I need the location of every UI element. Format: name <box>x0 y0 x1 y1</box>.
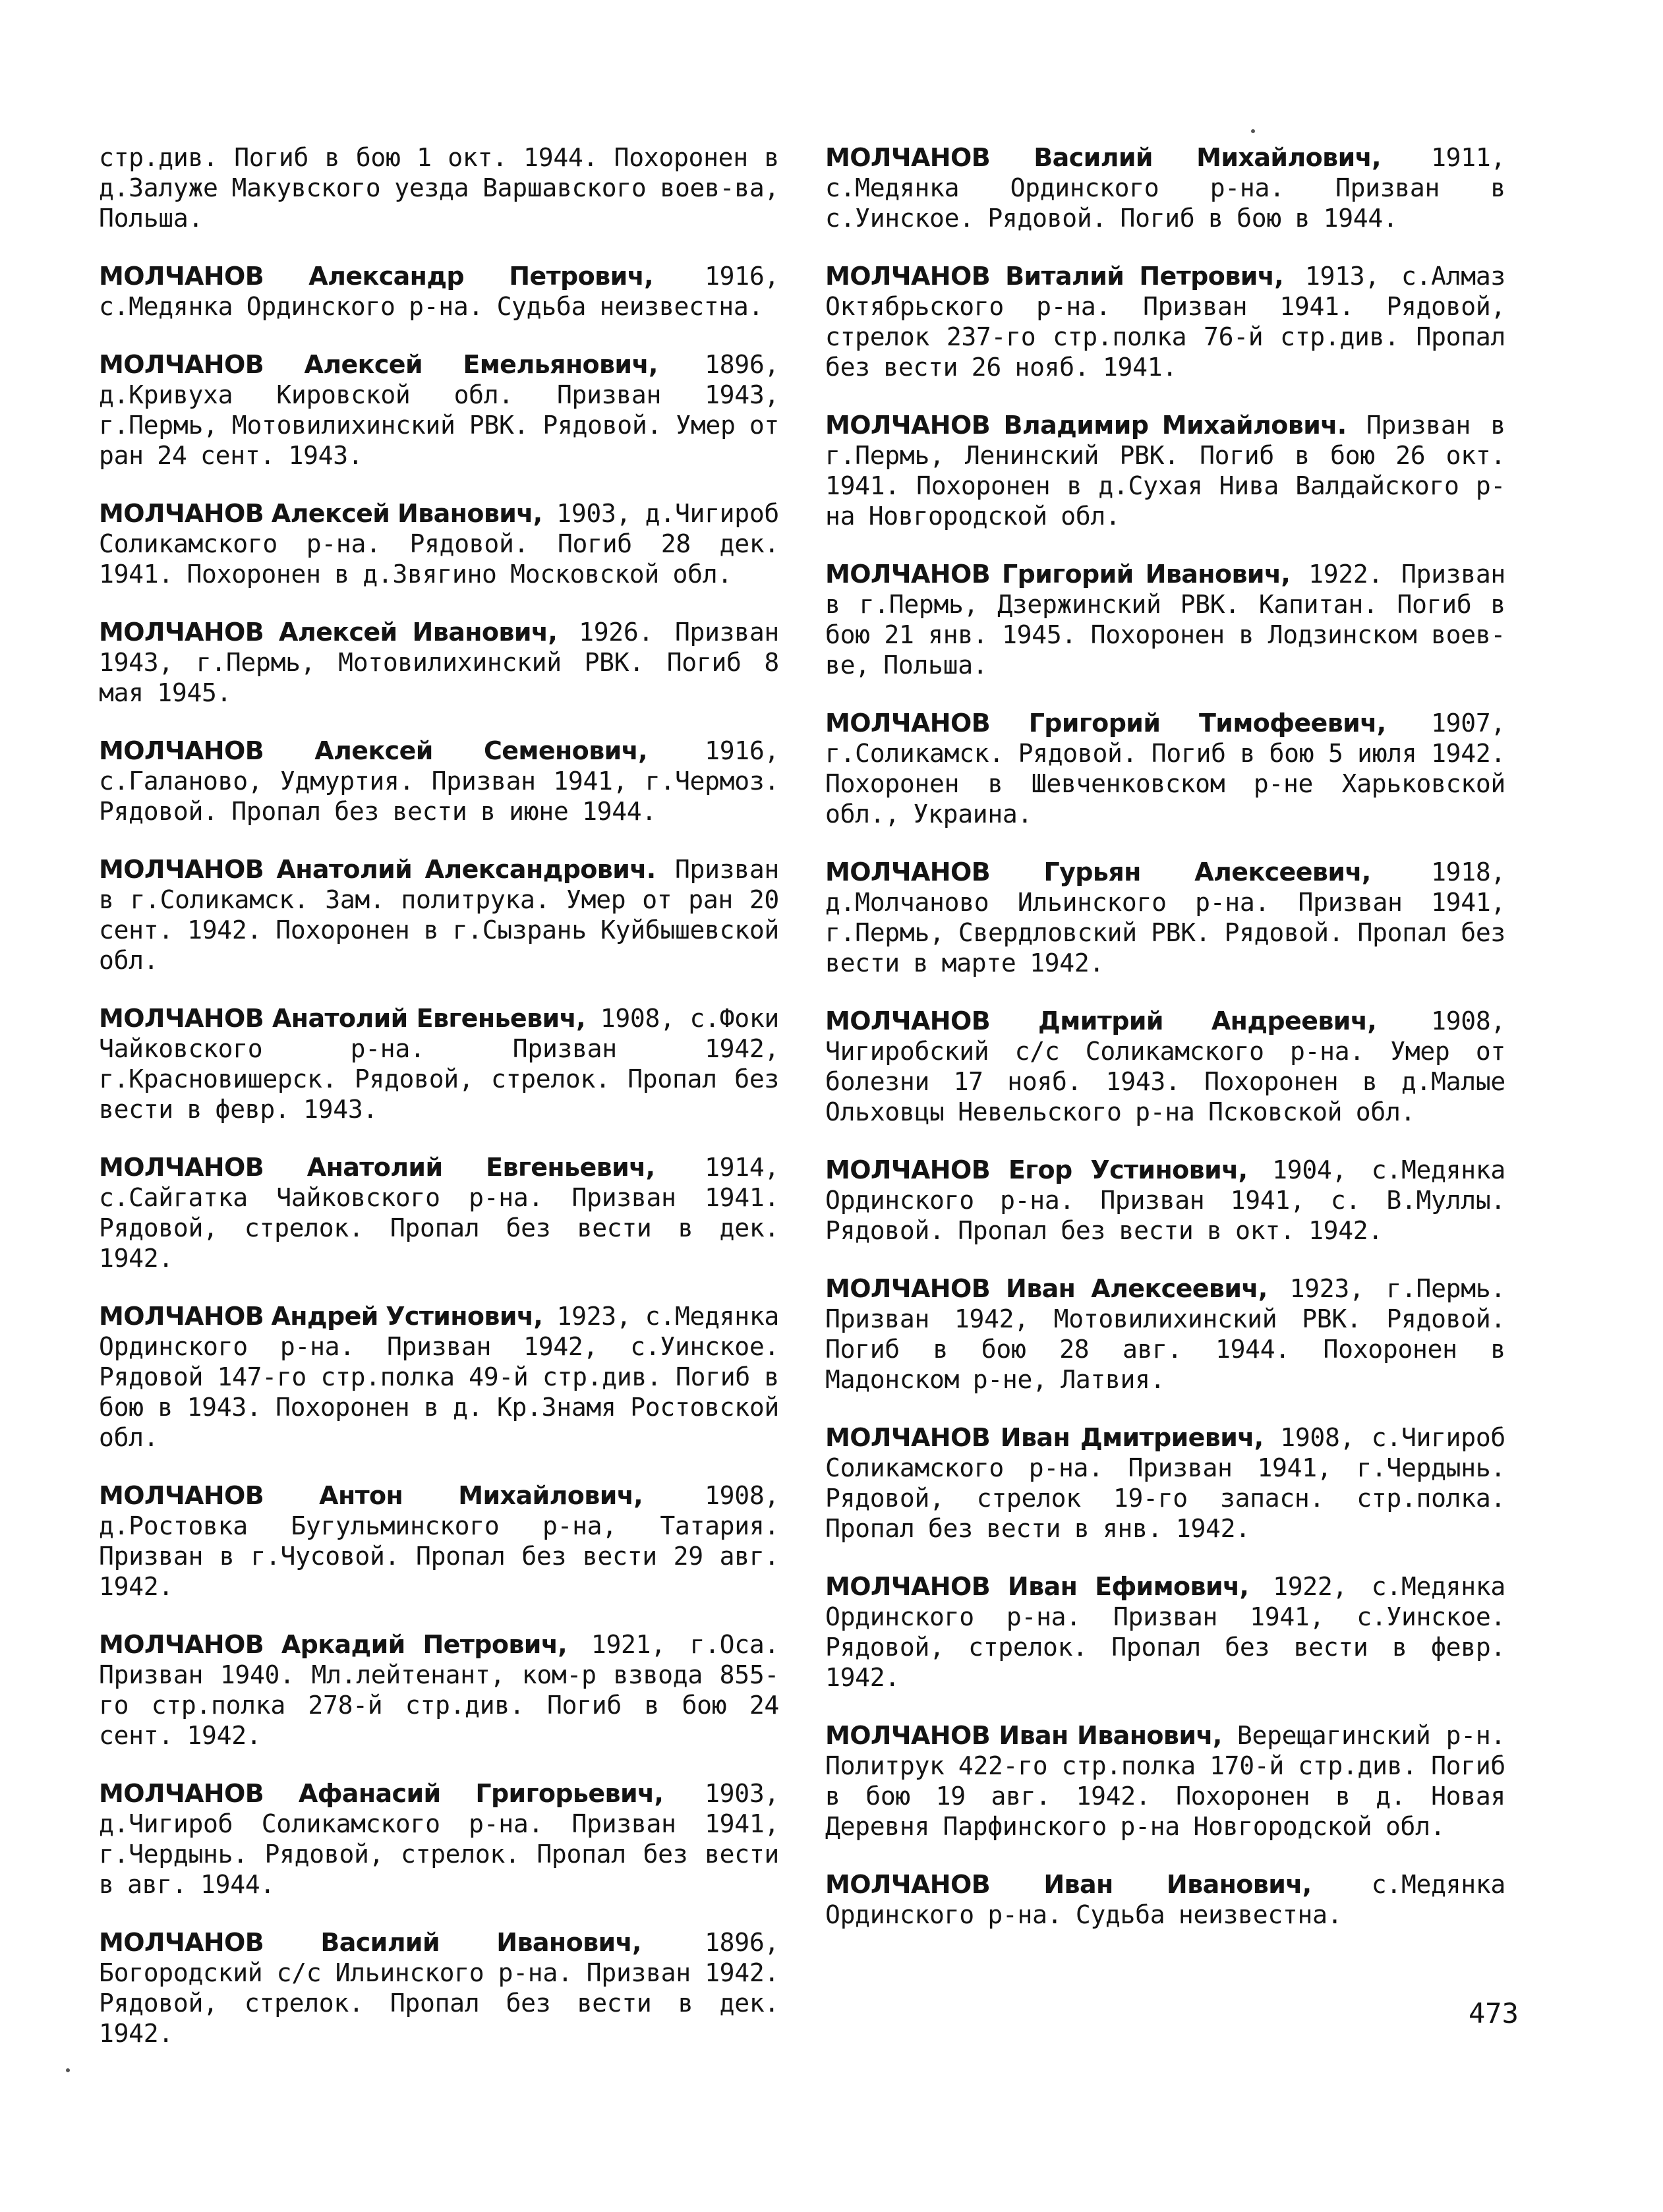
entry-text: 1903, д.Чигироб Соликамского р-на. Рядовой. Погиб 28 дек. 1941. Похоронен в д.Звягино Московской обл. <box>99 499 779 589</box>
entry <box>99 736 779 827</box>
entry-name: МОЛЧАНОВ Антон Михайлович, <box>99 1481 643 1510</box>
entry-name: МОЛЧАНОВ Анатолий Евгеньевич, <box>99 1004 585 1033</box>
entry-name: МОЛЧАНОВ Афанасий Григорьевич, <box>99 1779 664 1808</box>
entry-text: 1908, с.Чигироб Соликамского р-на. Призван 1941, г.Чердынь. Рядовой, стрелок 19-го запасн. стр.полка. Пропал без вести в янв. 1942. <box>825 1423 1505 1543</box>
entry-text: 1923, г.Пермь. Призван 1942, Мотовилихинский РВК. Рядовой. Погиб в бою 28 авг. 1944. Похоронен в Мадонском р-не, Латвия. <box>825 1274 1505 1394</box>
entry-text: 1926. Призван 1943, г.Пермь, Мотовилихинский РВК. Погиб 8 мая 1945. <box>99 618 779 707</box>
entry-text: 1903, д.Чигироб Соликамского р-на. Призван 1941, г.Чердынь. Рядовой, стрелок. Пропал без вести в авг. 1944. <box>99 1779 779 1899</box>
entry-name: МОЛЧАНОВ Алексей Емельянович, <box>99 350 658 379</box>
page-number: 473 <box>1469 1997 1519 2029</box>
entry-text: с.Медянка Ординского р-на. Судьба неизвестна. <box>825 1870 1506 1929</box>
entry-name: МОЛЧАНОВ Анатолий Александрович. <box>99 855 656 884</box>
entry-text: 1916, с.Медянка Ординского р-на. Судьба неизвестна. <box>99 262 779 321</box>
entry-name: МОЛЧАНОВ Анатолий Евгеньевич, <box>99 1153 655 1182</box>
entry <box>825 708 1505 829</box>
entry-text: 1923, с.Медянка Ординского р-на. Призван 1942, с.Уинское. Рядовой 147-го стр.полка 49-й стр.див. Погиб в бою в 1943. Похоронен в д. Кр.Знамя Ростовской обл. <box>99 1302 779 1452</box>
entry-text: Призван в г.Соликамск. Зам. политрука. Умер от ран 20 сент. 1942. Похоронен в г.Сызрань Куйбышевской обл. <box>99 855 779 975</box>
entry <box>825 142 1505 233</box>
entry-name: МОЛЧАНОВ Василий Иванович, <box>99 1928 641 1957</box>
entry-text: 1896, д.Кривуха Кировской обл. Призван 1943, г.Пермь, Мотовилихинский РВК. Рядовой. Умер от ран 24 сент. 1943. <box>99 350 780 470</box>
entry-text: 1908, д.Ростовка Бугульминского р-на, Татария. Призван в г.Чусовой. Пропал без вести 29 авг. 1942. <box>99 1481 779 1601</box>
entry-text: 1911, с.Медянка Ординского р-на. Призван в с.Уинское. Рядовой. Погиб в бою в 1944. <box>825 143 1505 233</box>
entry <box>99 1778 779 1900</box>
entry-name: МОЛЧАНОВ Владимир Михайлович. <box>825 411 1347 440</box>
entry-text: 1918, д.Молчаново Ильинского р-на. Призван 1941, г.Пермь, Свердловский РВК. Рядовой. Пропал без вести в марте 1942. <box>825 858 1505 977</box>
entry-text: 1914, с.Сайгатка Чайковского р-на. Призван 1941. Рядовой, стрелок. Пропал без вести в дек. 1942. <box>99 1153 779 1273</box>
entry-name: МОЛЧАНОВ Григорий Тимофеевич, <box>825 709 1386 738</box>
entry-name: МОЛЧАНОВ Александр Петрович, <box>99 262 653 291</box>
entry <box>99 1003 779 1124</box>
entry <box>99 1152 779 1273</box>
entry-name: МОЛЧАНОВ Аркадий Петрович, <box>99 1630 568 1659</box>
entry <box>825 1869 1505 1930</box>
entry-text: 1907, г.Соликамск. Рядовой. Погиб в бою 5 июля 1942. Похоронен в Шевченковском р-не Харьковской обл., Украина. <box>825 709 1505 829</box>
entry <box>825 1571 1505 1693</box>
entry-name: МОЛЧАНОВ Гурьян Алексеевич, <box>825 858 1371 887</box>
entry <box>99 1629 779 1751</box>
entry <box>825 1720 1505 1842</box>
scan-speck <box>66 2068 70 2072</box>
entry-name: МОЛЧАНОВ Григорий Иванович, <box>825 560 1291 589</box>
entry-name: МОЛЧАНОВ Андрей Устинович, <box>99 1302 543 1331</box>
entry <box>825 261 1505 382</box>
entry <box>99 349 779 471</box>
entry-text: Призван в г.Пермь, Ленинский РВК. Погиб в бою 26 окт. 1941. Похоронен в д.Сухая Нива Валдайского р-на Новгородской обл. <box>825 411 1505 531</box>
entry <box>825 559 1505 680</box>
entry <box>99 261 779 322</box>
entry-text: 1896, Богородский с/с Ильинского р-на. Призван 1942. Рядовой, стрелок. Пропал без вести в дек. 1942. <box>99 1928 779 2048</box>
entry-text: 1904, с.Медянка Ординского р-на. Призван 1941, с. В.Муллы. Рядовой. Пропал без вести в окт. 1942. <box>825 1155 1506 1245</box>
entry <box>825 857 1505 978</box>
entry-name: МОЛЧАНОВ Иван Иванович, <box>825 1870 1312 1899</box>
entry-name: МОЛЧАНОВ Василий Михайлович, <box>825 143 1381 172</box>
entry <box>825 1006 1505 1127</box>
entry-text: 1921, г.Оса. Призван 1940. Мл.лейтенант, ком-р взвода 855-го стр.полка 278-й стр.див. Погиб в бою 24 сент. 1942. <box>99 1630 779 1750</box>
entry <box>825 1422 1505 1544</box>
entry <box>825 410 1505 531</box>
entry-text: Верещагинский р-н. Политрук 422-го стр.полка 170-й стр.див. Погиб в бою 19 авг. 1942. Похоронен в д. Новая Деревня Парфинского р-на Новгородской обл. <box>825 1721 1505 1841</box>
entry-name: МОЛЧАНОВ Алексей Семенович, <box>99 736 647 765</box>
entry <box>825 1155 1505 1246</box>
entry-name: МОЛЧАНОВ Виталий Петрович, <box>825 262 1284 291</box>
entry-text: 1908, Чигиробский с/с Соликамского р-на. Умер от болезни 17 нояб. 1943. Похоронен в д.Малые Ольховцы Невельского р-на Псковской обл. <box>825 1006 1506 1126</box>
entry-text: 1922. Призван в г.Пермь, Дзержинский РВК. Капитан. Погиб в бою 21 янв. 1945. Похоронен в Лодзинском воев-ве, Польша. <box>825 560 1505 680</box>
entry <box>99 142 779 233</box>
entry-name: МОЛЧАНОВ Алексей Иванович, <box>99 499 542 528</box>
entry-text: 1913, с.Алмаз Октябрьского р-на. Призван 1941. Рядовой, стрелок 237-го стр.полка 76-й стр.див. Пропал без вести 26 нояб. 1941. <box>825 262 1506 382</box>
entry-name: МОЛЧАНОВ Егор Устинович, <box>825 1155 1248 1184</box>
entry-name: МОЛЧАНОВ Иван Ефимович, <box>825 1572 1249 1601</box>
entry <box>99 1927 779 2049</box>
left-column <box>99 142 779 2076</box>
entry <box>825 1273 1505 1395</box>
entry <box>99 617 779 708</box>
entry-name: МОЛЧАНОВ Алексей Иванович, <box>99 618 558 647</box>
entry <box>99 854 779 975</box>
entry-text: стр.див. Погиб в бою 1 окт. 1944. Похоронен в д.Залуже Макувского уезда Варшавского воев-ва, Польша. <box>99 143 779 233</box>
entry-text: 1922, с.Медянка Ординского р-на. Призван 1941, с.Уинское. Рядовой, стрелок. Пропал без вести в февр. 1942. <box>825 1572 1505 1692</box>
entry-name: МОЛЧАНОВ Иван Алексеевич, <box>825 1274 1268 1303</box>
entry-name: МОЛЧАНОВ Иван Дмитриевич, <box>825 1423 1264 1452</box>
entry-name: МОЛЧАНОВ Иван Иванович, <box>825 1721 1222 1750</box>
entry <box>99 1301 779 1453</box>
entry-text: 1916, с.Галаново, Удмуртия. Призван 1941, г.Чермоз. Рядовой. Пропал без вести в июне 1944. <box>99 736 780 826</box>
entry-text: 1908, с.Фоки Чайковского р-на. Призван 1942, г.Красновишерск. Рядовой, стрелок. Пропал без вести в февр. 1943. <box>99 1004 779 1124</box>
scan-speck <box>1251 129 1255 133</box>
entry <box>99 1480 779 1602</box>
right-column <box>825 142 1505 1958</box>
entry-name: МОЛЧАНОВ Дмитрий Андреевич, <box>825 1006 1377 1035</box>
entry <box>99 498 779 589</box>
